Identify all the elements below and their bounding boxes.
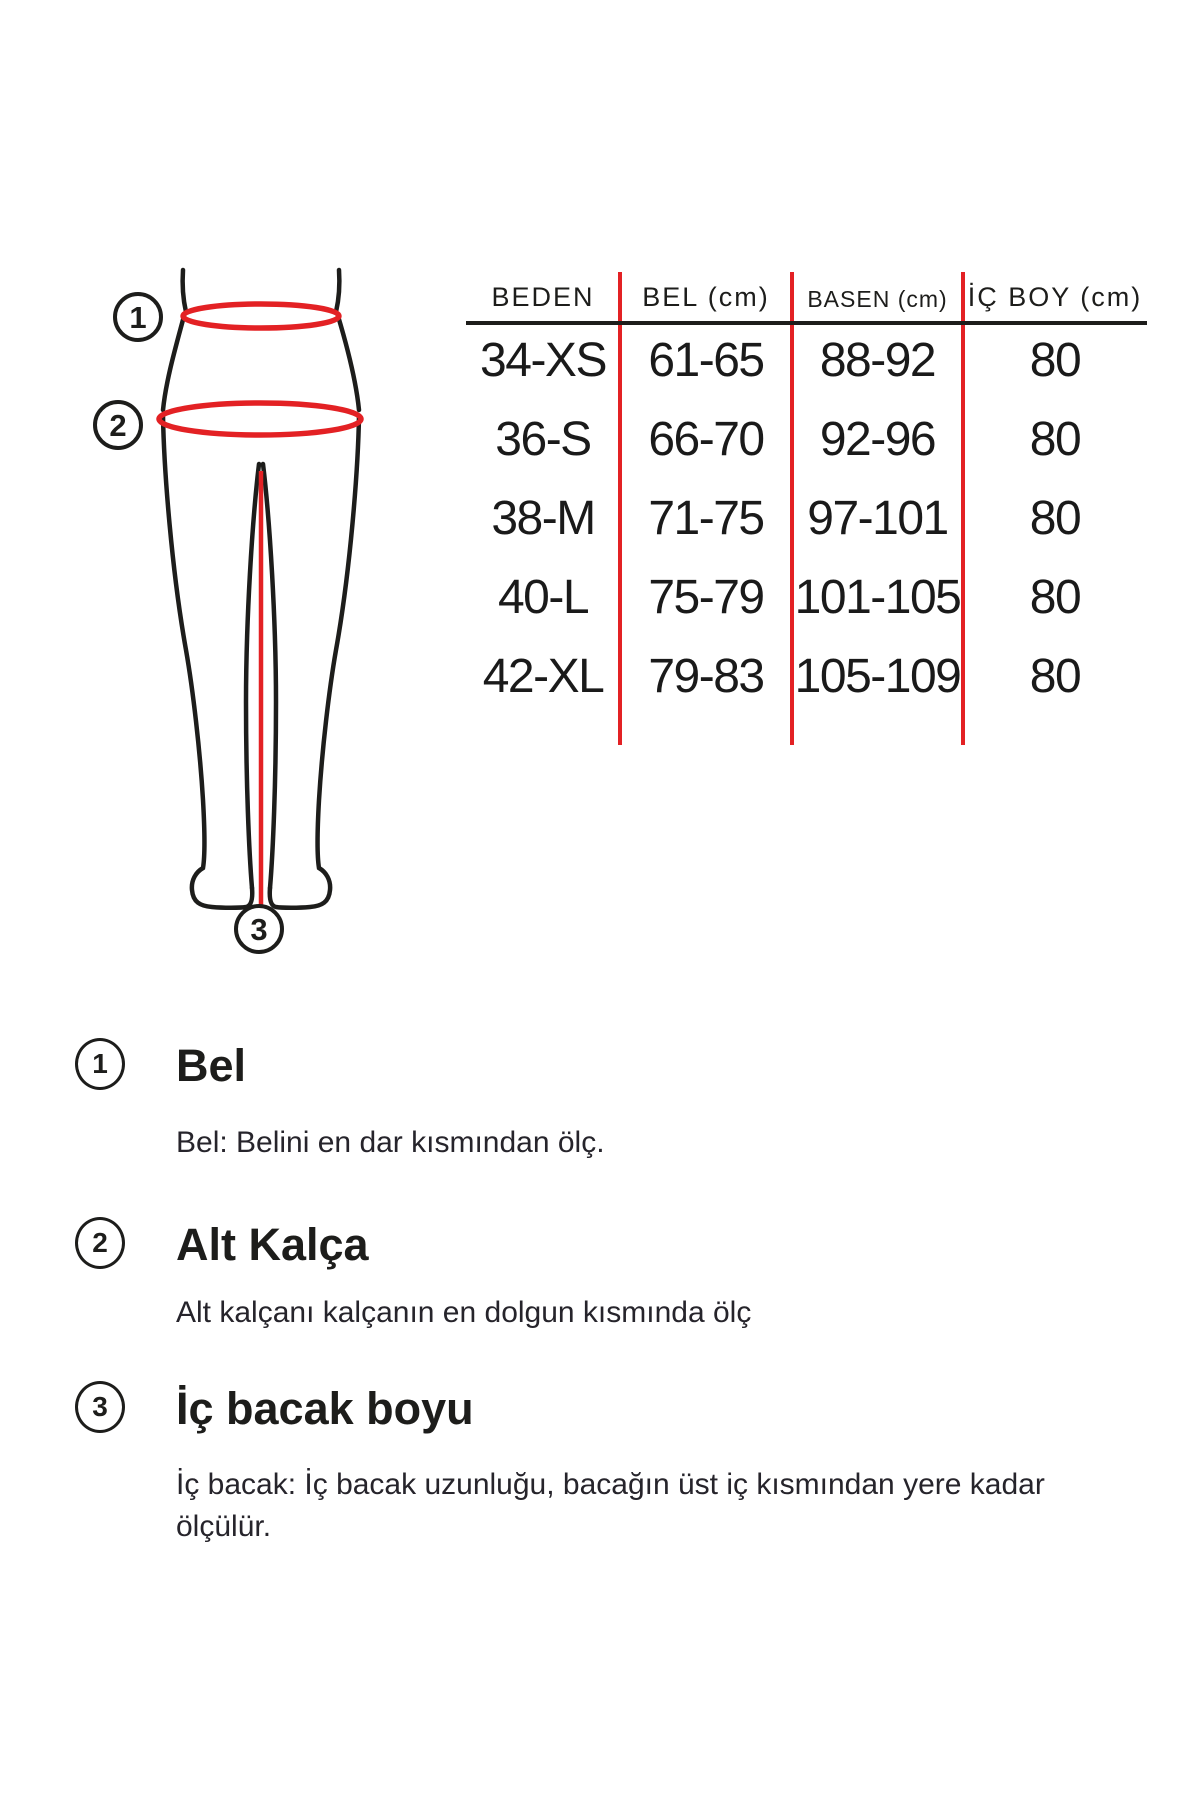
column-header-ic-boy: İÇ BOY (cm) [967, 282, 1143, 312]
cell-ic-boy: 80 [1029, 650, 1081, 703]
cell-ic-boy: 80 [1029, 492, 1081, 545]
guide-section-bel [0, 1030, 1200, 1210]
cell-beden: 36-S [495, 413, 591, 466]
cell-basen: 101-105 [794, 571, 961, 624]
waist-measure-line [183, 304, 339, 328]
table-divider-line [961, 272, 965, 745]
column-header-beden: BEDEN [491, 282, 595, 312]
diagram-marker-inseam [234, 904, 284, 954]
marker-number: 2 [109, 407, 127, 443]
guide-description: İç bacak: İç bacak uzunluğu, bacağın üst iç kısmından yere kadar ölçülür. [176, 1468, 1045, 1543]
guide-marker-2 [75, 1217, 125, 1269]
guide-marker-3 [75, 1381, 125, 1433]
guide-title: Bel [176, 1040, 247, 1091]
cell-ic-boy: 80 [1029, 334, 1081, 387]
cell-bel: 75-79 [648, 571, 764, 624]
guide-title: Alt Kalça [176, 1219, 369, 1270]
marker-number: 2 [92, 1227, 108, 1258]
cell-bel: 66-70 [648, 413, 764, 466]
table-divider-line [618, 272, 622, 745]
body-measurement-diagram [60, 220, 420, 940]
column-header-bel: BEL (cm) [642, 282, 770, 312]
legs-outline-illustration [60, 220, 420, 940]
cell-basen: 92-96 [819, 413, 936, 466]
table-divider-line [790, 272, 794, 745]
cell-ic-boy: 80 [1029, 413, 1081, 466]
guide-section-ic-bacak-boyu [0, 1373, 1200, 1553]
guide-title: İç bacak boyu [176, 1383, 474, 1434]
cell-beden: 40-L [497, 571, 589, 624]
cell-bel: 79-83 [648, 650, 764, 703]
guide-marker-1 [75, 1038, 125, 1090]
hip-measure-line [159, 403, 361, 435]
cell-beden: 34-XS [480, 334, 606, 387]
column-header-basen: BASEN (cm) [807, 286, 948, 312]
cell-basen: 105-109 [794, 650, 961, 703]
marker-number: 3 [250, 911, 268, 947]
cell-beden: 38-M [491, 492, 595, 545]
cell-beden: 42-XL [482, 650, 604, 703]
guide-section-alt-kalca [0, 1209, 1200, 1389]
marker-number: 1 [129, 299, 147, 335]
guide-description: Alt kalçanı kalçanın en dolgun kısmında ölç [176, 1296, 752, 1329]
diagram-marker-hip [93, 400, 143, 450]
cell-ic-boy: 80 [1029, 571, 1081, 624]
table-header-underline [466, 321, 1147, 325]
cell-basen: 97-101 [807, 492, 948, 545]
guide-description: Bel: Belini en dar kısmından ölç. [176, 1126, 605, 1159]
cell-basen: 88-92 [819, 334, 936, 387]
diagram-marker-waist [113, 292, 163, 342]
marker-number: 1 [92, 1048, 108, 1079]
cell-bel: 61-65 [648, 334, 764, 387]
size-table [466, 250, 1147, 716]
marker-number: 3 [92, 1391, 108, 1422]
cell-bel: 71-75 [648, 492, 764, 545]
